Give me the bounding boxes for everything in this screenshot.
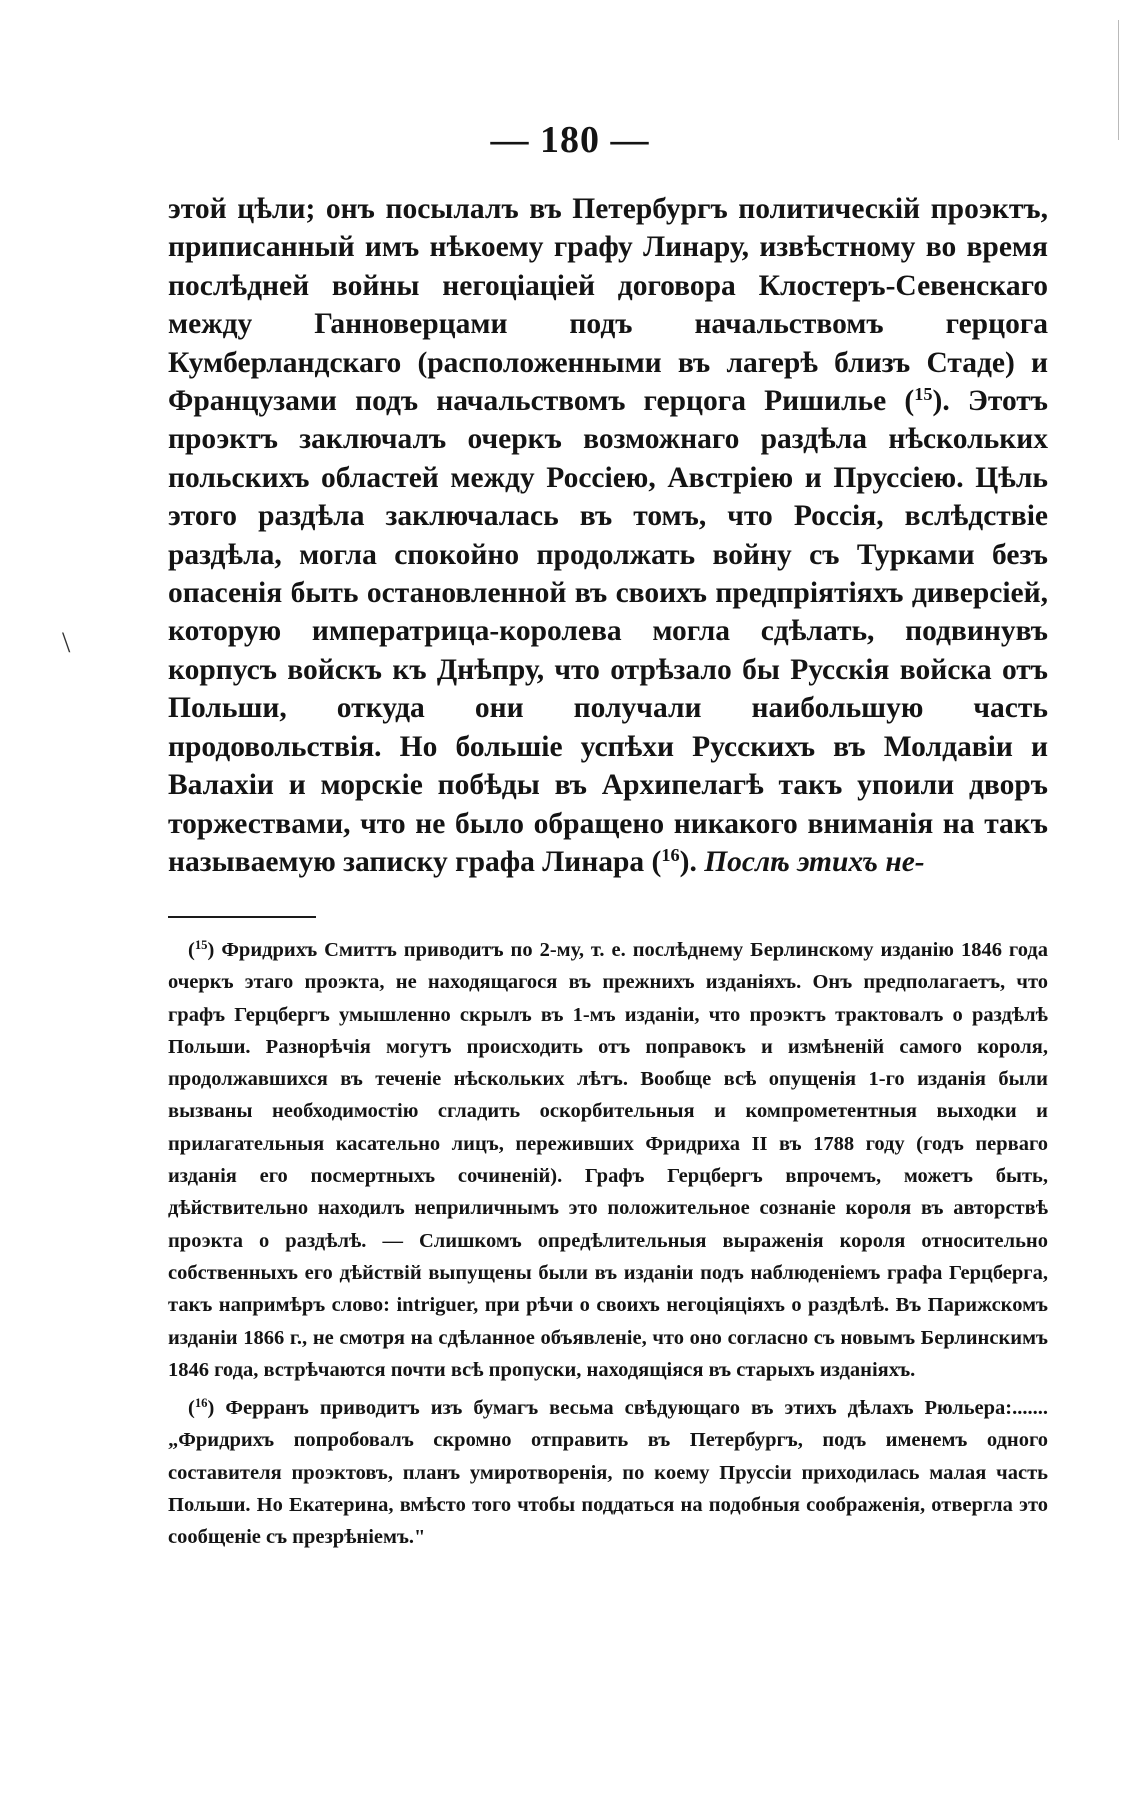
footnotes-block xyxy=(168,934,1048,1560)
footnote-separator-rule xyxy=(168,916,316,918)
footnote-ref-16: 16 xyxy=(661,844,680,865)
main-text-block xyxy=(168,190,1048,881)
footnote-15-close: ) xyxy=(207,939,215,961)
footnote-15-text: Фридрихъ Смиттъ приводитъ по 2-му, т. е. послѣднему Берлинскому изданію 1846 года очеркъ этаго проэкта, не находящагося въ прежнихъ изданіяхъ. Онъ предполагаетъ, что графъ Герцбергъ умышленно скрылъ въ 1-мъ изданіи, что проэктъ трактовалъ о раздѣлѣ Польши. Разнорѣчія могутъ происходить отъ поправокъ и измѣненій самого короля, продолжавшихся въ теченіе нѣскольких лѣтъ. Вообще всѣ опущенія 1-го изданія были вызваны необходимостію сгладить оскорбительныя и компрометентныя выходки и прилагательныя касательно лицъ, переживших Фридриха II въ 1788 году (годъ перваго изданія его посмертныхъ сочиненій). Графъ Герцбергъ впрочемъ, можетъ быть, дѣйствительно находилъ неприличнымъ это положительное сознаніе короля въ авторствѣ проэкта о раздѣлѣ. — Слишкомъ опредѣлительныя выраженія короля относительно собственныхъ его дѣйствій выпущены были въ изданіи подъ наблюденіемъ графа Герцберга, такъ напримѣръ слово: intriguer, при рѣчи о своихъ негоціяціяхъ о раздѣлѣ. Въ Парижскомъ изданіи 1866 г., не смотря на сдѣланное объявленіе, что оно согласно съ новымъ Берлинскимъ 1846 года, встрѣчаются почти всѣ пропуски, находящіяся въ старыхъ изданіяхъ. xyxy=(168,939,1048,1381)
footnote-ref-15: 15 xyxy=(914,383,933,404)
footnote-15 xyxy=(168,934,1048,1386)
footnote-16-text: Ферранъ приводитъ изъ бумагъ весьма свѣдующаго въ этихъ дѣлахъ Рюльера:....... „Фридрихъ попробовалъ скромно отправить въ Петербургъ, подъ именемъ одного составителя проэктовъ, планъ умиротворенія, по кoему Пруссіи приходилась малая часть Польши. Но Екатерина, вмѣсто того чтобы поддаться на подобныя соображенія, отвергла это сообщеніе съ презрѣніемъ." xyxy=(168,1397,1048,1549)
main-text-part-3: ). xyxy=(679,845,705,878)
main-text-italic-tail: Послѣ этихъ не- xyxy=(704,845,925,878)
footnote-16 xyxy=(168,1392,1048,1553)
main-text-part-1: этой цѣли; онъ посылалъ въ Петербургъ политическій проэктъ, приписанный имъ нѣкоему графу Линару, извѣстному во время послѣдней войны негоціаціей договора Клостеръ-Севенскаго между Ганноверцами подъ начальствомъ герцога Кумберландскаго (расположенными въ лагерѣ близъ Стаде) и Французами подъ начальствомъ герцога Ришилье ( xyxy=(168,193,1048,418)
margin-mark: \ xyxy=(62,626,71,659)
footnote-16-open: ( xyxy=(188,1397,195,1420)
footnote-16-close: ) xyxy=(207,1397,215,1420)
footnote-15-mark: 15 xyxy=(194,938,208,953)
footnote-15-open: ( xyxy=(188,939,195,961)
main-text-part-2: ). Этотъ проэктъ заключалъ очеркъ возможнаго раздѣла нѣскольких польскихъ областей между Россіею, Австріею и Пруссіею. Цѣль этого раздѣла заключалась въ томъ, что Россія, вслѣдствіе раздѣла, могла спокойно продолжать войну съ Турками безъ опасенія быть остановленной въ своихъ предпріятіяхъ диверсіей, которую императрица-королева могла сдѣлать, подвинувъ корпусъ войскъ къ Днѣпру, что отрѣзало бы Русскія войска отъ Польши, откуда они получали наибольшую часть продовольствія. Но большіе успѣхи Русскихъ въ Молдавіи и Валахіи и морскіе побѣды въ Архипелагѣ такъ упоили дворъ торжествами, что не было обращено никакого вниманія на такъ называемую записку графа Линара ( xyxy=(168,385,1049,878)
footnote-16-mark: 16 xyxy=(194,1396,208,1411)
page-number: — 180 — xyxy=(490,119,650,161)
